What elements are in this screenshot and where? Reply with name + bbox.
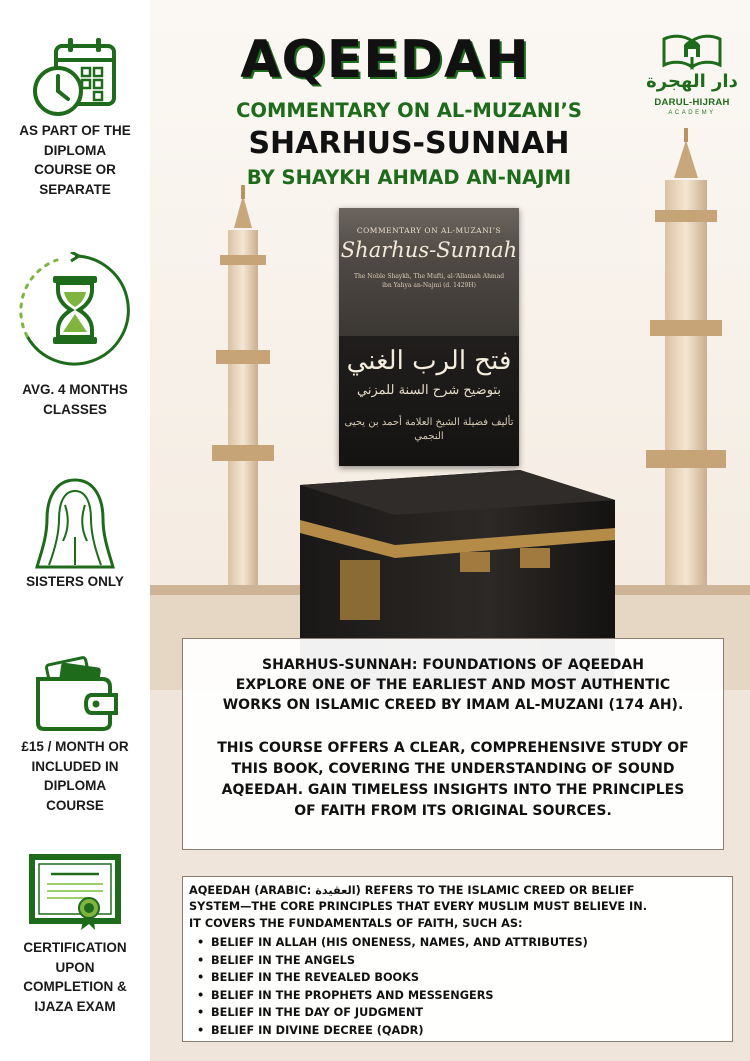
- description-line: OF FAITH FROM ITS ORIGINAL SOURCES.: [294, 803, 612, 819]
- label-line: CLASSES: [43, 401, 107, 417]
- list-item-text: BELIEF IN ALLAH (HIS ONENESS, NAMES, AND ATTRIBUTES): [211, 936, 588, 949]
- list-item-text: BELIEF IN DIVINE DECREE (QADR): [211, 1023, 424, 1037]
- label-line: CERTIFICATION: [23, 940, 127, 955]
- calendar-clock-icon: [30, 36, 120, 120]
- hourglass-icon: [17, 252, 133, 368]
- label-line: £15 / MONTH OR: [21, 739, 129, 754]
- definition-intro-line: IT COVERS THE FUNDAMENTALS OF FAITH, SUCH AS:: [189, 916, 523, 930]
- aqeedah-definition-box: [182, 876, 733, 1042]
- definition-intro-line: SYSTEM—THE CORE PRINCIPLES THAT EVERY MUSLIM MUST BELIEVE IN.: [189, 900, 648, 914]
- subtitle-author: BY SHAYKH AHMAD AN-NAJMI: [246, 166, 572, 189]
- book-cover-arabic-subtitle: بتوضيح شرح السنة للمزني: [357, 383, 501, 398]
- logo-sub: ACADEMY: [668, 110, 716, 116]
- hijab-woman-icon: [35, 477, 115, 569]
- label-line: DIPLOMA: [43, 778, 107, 793]
- bullet-icon: •: [197, 1006, 205, 1020]
- subtitle-book: SHARHUS-SUNNAH: [248, 126, 570, 161]
- label-line: COMPLETION &: [23, 979, 127, 994]
- bullet-icon: •: [197, 936, 205, 949]
- definition-intro-line: AQEEDAH (ARABIC: العقيدة) REFERS TO THE ISLAMIC CREED OR BELIEF: [189, 884, 635, 897]
- list-item: [189, 987, 724, 1005]
- bullet-icon: •: [197, 971, 205, 985]
- description-line: THIS BOOK, COVERING THE UNDERSTANDING OF SOUND: [231, 761, 675, 777]
- description-line: SHARHUS-SUNNAH: FOUNDATIONS OF AQEEDAH: [262, 657, 644, 673]
- label-line: INCLUDED IN: [31, 758, 119, 774]
- list-item-text: BELIEF IN THE REVEALED BOOKS: [211, 971, 420, 985]
- label-line: UPON: [55, 959, 95, 975]
- list-item-text: BELIEF IN THE DAY OF JUDGMENT: [211, 1006, 424, 1020]
- list-item: [189, 1004, 724, 1022]
- book-cover-description: The Noble Shaykh, The Mufti, al-‘Allamah Ahmad ibn Yahya an-Najmi (d. 1429H): [353, 273, 505, 289]
- label-line: IJAZA EXAM: [34, 998, 116, 1014]
- description-line: AQEEDAH. GAIN TIMELESS INSIGHTS INTO THE PRINCIPLES: [221, 782, 685, 798]
- book-cover: [339, 208, 519, 466]
- list-item: [189, 1022, 724, 1040]
- beliefs-list: [189, 934, 724, 1040]
- list-item: [189, 952, 724, 970]
- course-description-box: [182, 638, 724, 850]
- list-item-text: BELIEF IN THE ANGELS: [211, 953, 356, 967]
- book-cover-arabic-title: فتح الرب الغني: [346, 346, 512, 376]
- label-line: AVG. 4 MONTHS: [22, 382, 128, 397]
- label-line: DIPLOMA: [43, 142, 107, 158]
- list-item: [189, 934, 724, 952]
- certificate-icon: [27, 852, 123, 932]
- book-cover-title: Sharhus-Sunnah: [340, 238, 518, 262]
- bullet-icon: •: [197, 1023, 205, 1037]
- label-line: AS PART OF THE: [19, 123, 131, 138]
- description-line: EXPLORE ONE OF THE EARLIEST AND MOST AUTHENTIC: [235, 677, 671, 693]
- feature-sidebar: [0, 0, 150, 1061]
- page-title: AQEEDAH: [240, 30, 530, 90]
- list-item: [189, 969, 724, 987]
- logo-english: DARUL-HIJRAH: [654, 97, 730, 108]
- label-line: COURSE: [46, 797, 104, 813]
- logo-arabic: دار الهجرة: [646, 71, 738, 92]
- label-line: SEPARATE: [39, 181, 111, 197]
- description-line: THIS COURSE OFFERS A CLEAR, COMPREHENSIVE STUDY OF: [217, 740, 689, 756]
- label-line: COURSE OR: [34, 162, 116, 177]
- bullet-icon: •: [197, 953, 205, 967]
- wallet-icon: [30, 655, 120, 731]
- academy-logo: [640, 25, 744, 135]
- bullet-icon: •: [197, 988, 205, 1002]
- label-line: SISTERS ONLY: [26, 574, 124, 589]
- description-line: WORKS ON ISLAMIC CREED BY IMAM AL-MUZANI (174 AH).: [222, 697, 684, 713]
- book-cover-arabic-author: تأليف فضيلة الشيخ العلامة أحمد بن يحيى النجمي: [344, 417, 514, 442]
- definition-intro: [189, 883, 724, 932]
- subtitle-commentary: COMMENTARY ON AL-MUZANI’S: [236, 99, 582, 122]
- list-item-text: BELIEF IN THE PROPHETS AND MESSENGERS: [211, 988, 494, 1002]
- open-book-logo-icon: [662, 29, 722, 71]
- book-cover-line: COMMENTARY ON AL-MUZANI’S: [356, 226, 502, 235]
